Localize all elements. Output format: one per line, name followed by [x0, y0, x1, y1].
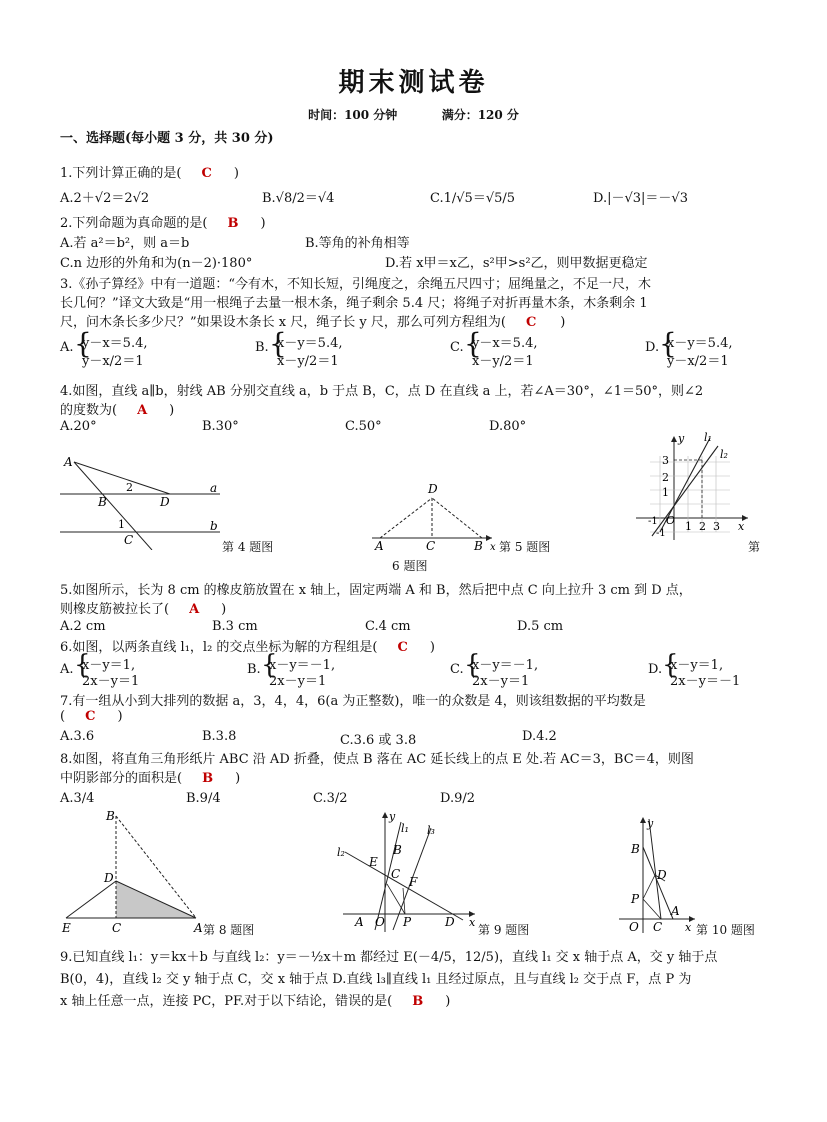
q2-option-b: B.等角的补角相等	[305, 236, 410, 251]
q1-stem: 1.下列计算正确的是(	[60, 166, 182, 181]
score-label: 满分：120 分	[441, 108, 519, 122]
q6-c-eq2: 2x－y＝1	[472, 674, 530, 689]
q9-line2: B(0，4)，直线 l₂ 交 y 轴于点 C，交 x 轴于点 D.直线 l₃∥直线 l₁ 且经过原点，且与直线 l₂ 交于点 F，点 P 为	[60, 972, 692, 987]
fig4-label-b: B	[98, 495, 107, 509]
q3-c-eq1: y－x＝5.4,	[472, 336, 538, 351]
q6-b-eq1: x－y＝－1,	[269, 658, 336, 673]
q6-stem: 6.如图，以两条直线 l₁，l₂ 的交点坐标为解的方程组是(	[60, 640, 378, 655]
q7-option-a: A.3.6	[60, 729, 95, 744]
q3-d-eq1: x－y＝5.4,	[667, 336, 733, 351]
q6-answer: C	[397, 640, 408, 655]
q5-line1: 5.如图所示，长为 8 cm 的橡皮筋放置在 x 轴上，固定两端 A 和 B，然后把中点 C 向上拉升 3 cm 到 D 点，	[60, 583, 692, 598]
fig4-label-line-a: a	[210, 481, 218, 495]
fig5-label-x: x	[490, 542, 496, 553]
fig10-label-b: B	[631, 842, 640, 856]
q3-line3: 尺，问木条长多少尺？”如果设木条长 x 尺，绳子长 y 尺，那么可列方程组为(	[60, 315, 506, 330]
question-7	[60, 709, 123, 724]
fig10-label-d: D	[657, 868, 667, 882]
fig6-tick-y1: 1	[662, 486, 669, 499]
q8-line1: 8.如图，将直角三角形纸片 ABC 沿 AD 折叠，使点 B 落在 AC 延长线上的点 E 处.若 AC＝3，BC＝4，则图	[60, 752, 694, 767]
fig6-tick-x2: 2	[699, 520, 706, 533]
fig10-label-x: x	[685, 921, 692, 934]
fig4-label-d: D	[160, 495, 170, 509]
q5-option-c: C.4 cm	[365, 619, 411, 634]
q8-option-b: B.9/4	[186, 791, 221, 806]
fig10-caption: 第 10 题图	[696, 923, 755, 937]
q1-close: )	[233, 166, 239, 181]
q4-option-a: A.20°	[60, 419, 97, 434]
q8-line2: 中阴影部分的面积是(	[60, 771, 183, 786]
q6-a-eq1: x－y＝1,	[82, 658, 136, 673]
fig8-label-d: D	[104, 871, 114, 885]
fig5-label-c: C	[426, 539, 436, 553]
fig8-label-e: E	[62, 921, 71, 935]
q2-option-d: D.若 x甲＝x乙，s²甲>s²乙，则甲数据更稳定	[385, 256, 648, 271]
q2-option-a: A.若 a²＝b²，则 a＝b	[60, 236, 190, 251]
fig4-label-a: A	[64, 455, 73, 469]
exam-info	[0, 106, 827, 123]
fig6-tick-ym1: -1	[656, 528, 666, 539]
q8-option-c: C.3/2	[313, 791, 348, 806]
fig10-label-y: y	[647, 817, 654, 830]
fig10-label-o: O	[629, 920, 639, 934]
q3-d-eq2: y－x/2＝1	[667, 354, 729, 369]
fig10-label-c: C	[653, 920, 663, 934]
question-9	[60, 990, 450, 1009]
question-8	[60, 767, 240, 786]
fig9-label-d: D	[445, 915, 455, 929]
q8-option-a: A.3/4	[60, 791, 95, 806]
figure-4	[60, 450, 230, 550]
fig9-label-c: C	[391, 867, 401, 881]
q1-option-b: B.√8/2＝√4	[262, 191, 335, 206]
q7-option-d: D.4.2	[522, 729, 557, 744]
fig6-tick-xm1: -1	[648, 516, 658, 527]
q4-option-c: C.50°	[345, 419, 382, 434]
question-4	[60, 399, 174, 418]
question-1	[60, 162, 239, 181]
question-5	[60, 598, 226, 617]
question-3	[60, 311, 565, 330]
fig5-label-a: A	[375, 539, 384, 553]
fig8-label-c: C	[112, 921, 122, 935]
q1-option-c: C.1/√5＝√5/5	[430, 191, 516, 206]
q2-option-c: C.n 边形的外角和为(n－2)·180°	[60, 256, 253, 271]
q4-option-d: D.80°	[489, 419, 527, 434]
q2-stem: 2.下列命题为真命题的是(	[60, 216, 208, 231]
fig6-tick-x1: 1	[685, 520, 692, 533]
fig8-label-a: A	[194, 921, 203, 935]
q5-option-b: B.3 cm	[212, 619, 258, 634]
fig9-label-a: A	[355, 915, 364, 929]
fig6-tick-y2: 2	[662, 471, 669, 484]
q8-close: )	[235, 771, 241, 786]
fig9-label-y: y	[389, 812, 396, 823]
q5-answer: A	[189, 602, 200, 617]
q4-option-b: B.30°	[202, 419, 239, 434]
q5-line2: 则橡皮筋被拉长了(	[60, 602, 170, 617]
question-6	[60, 636, 435, 655]
q8-answer: B	[202, 771, 214, 786]
fig6-label-x: x	[738, 520, 745, 533]
fig10-label-p: P	[631, 892, 640, 906]
figure-6	[630, 432, 755, 544]
q6-a-eq2: 2x－y＝1	[82, 674, 140, 689]
fig4-label-line-b: b	[210, 519, 218, 533]
fig5-caption: 第 5 题图	[499, 540, 551, 554]
fig4-angle-1: 1	[118, 518, 125, 531]
section-heading: 一、选择题(每小题 3 分，共 30 分)	[60, 131, 274, 146]
q6-d-eq1: x－y＝1,	[670, 658, 724, 673]
fig9-label-b: B	[393, 843, 402, 857]
fig4-caption: 第 4 题图	[222, 540, 274, 554]
q1-option-a: A.2＋√2＝2√2	[60, 191, 150, 206]
fig9-label-f: F	[409, 875, 418, 889]
q3-answer: C	[525, 315, 537, 330]
q2-close: )	[260, 216, 266, 231]
q3-a-eq2: y－x/2＝1	[82, 354, 144, 369]
q5-option-a: A.2 cm	[60, 619, 106, 634]
q7-option-c: C.3.6 或 3.8	[340, 733, 417, 748]
figure-8	[58, 808, 208, 938]
time-label: 时间：100 分钟	[308, 108, 398, 122]
q7-close: )	[117, 709, 123, 724]
q6-b-eq2: 2x－y＝1	[269, 674, 327, 689]
q7-option-b: B.3.8	[202, 729, 237, 744]
fig6-label-l2: l₂	[720, 448, 728, 461]
fig9-label-e: E	[369, 855, 378, 869]
q4-line1: 4.如图，直线 a∥b，射线 AB 分别交直线 a，b 于点 B，C，点 D 在直线 a 上，若∠A＝30°，∠1＝50°，则∠2	[60, 384, 704, 399]
q7-answer: C	[85, 709, 96, 724]
page-title: 期末测试卷	[338, 68, 489, 98]
q3-close: )	[560, 315, 566, 330]
fig4-label-c: C	[124, 533, 134, 547]
q3-line1: 3.《孙子算经》中有一道题：“今有木，不知长短，引绳度之，余绳五尺四寸；屈绳量之，不足一尺，木	[60, 277, 652, 292]
fig9-label-l2: l₂	[337, 846, 345, 859]
fig6-prefix: 第	[748, 540, 761, 554]
figure-9	[335, 812, 480, 934]
fig9-label-o: O	[375, 915, 385, 929]
q7-line1: 7.有一组从小到大排列的数据 a，3，4，4，6(a 为正整数)，唯一的众数是 4，则该组数据的平均数是	[60, 694, 646, 709]
q2-answer: B	[227, 216, 239, 231]
q5-option-d: D.5 cm	[517, 619, 564, 634]
q3-a-eq1: y－x＝5.4,	[82, 336, 148, 351]
fig6-label-y: y	[678, 432, 685, 445]
q1-option-d: D.|－√3|＝－√3	[593, 191, 688, 206]
q4-line2: 的度数为(	[60, 403, 118, 418]
fig9-caption: 第 9 题图	[478, 923, 530, 937]
q6-d-eq2: 2x－y＝－1	[670, 674, 741, 689]
figure-10	[615, 815, 700, 935]
q1-answer: C	[201, 166, 212, 181]
q9-line3: x 轴上任意一点，连接 PC，PF.对于以下结论，错误的是(	[60, 994, 393, 1009]
q3-b-eq1: x－y＝5.4,	[277, 336, 343, 351]
q3-line2: 长几何？”译文大致是“用一根绳子去量一根木条，绳子剩余 5.4 尺；将绳子对折再量木条，木条剩余 1	[60, 296, 648, 311]
fig9-label-p: P	[403, 915, 412, 929]
q3-c-eq2: x－y/2＝1	[472, 354, 534, 369]
figure-5	[370, 478, 500, 553]
fig4-angle-2: 2	[126, 481, 133, 494]
fig5-label-b: B	[474, 539, 483, 553]
fig8-caption: 第 8 题图	[203, 923, 255, 937]
fig9-label-l1: l₁	[401, 822, 409, 835]
fig6-caption: 6 题图	[392, 559, 428, 573]
fig10-label-a: A	[671, 904, 680, 918]
q6-close: )	[429, 640, 435, 655]
q7-open: (	[60, 709, 66, 724]
fig9-label-l3: l₃	[427, 824, 435, 837]
q5-close: )	[221, 602, 227, 617]
q3-b-eq2: x－y/2＝1	[277, 354, 339, 369]
fig9-label-x: x	[469, 916, 476, 929]
q8-option-d: D.9/2	[440, 791, 476, 806]
fig6-tick-x3: 3	[713, 520, 720, 533]
fig5-label-d: D	[428, 482, 438, 496]
fig6-tick-y3: 3	[662, 454, 669, 467]
fig6-label-l1: l₁	[704, 432, 712, 444]
fig8-label-b: B	[106, 809, 115, 823]
q4-close: )	[169, 403, 175, 418]
q6-c-eq1: x－y＝－1,	[472, 658, 539, 673]
question-2	[60, 212, 266, 231]
fig6-label-o: O	[666, 514, 676, 527]
q9-line1: 9.已知直线 l₁：y＝kx＋b 与直线 l₂：y＝－½x＋m 都经过 E(－4/5，12/5)，直线 l₁ 交 x 轴于点 A，交 y 轴于点	[60, 950, 718, 965]
q9-answer: B	[412, 994, 424, 1009]
q4-answer: A	[137, 403, 148, 418]
q9-close: )	[445, 994, 451, 1009]
